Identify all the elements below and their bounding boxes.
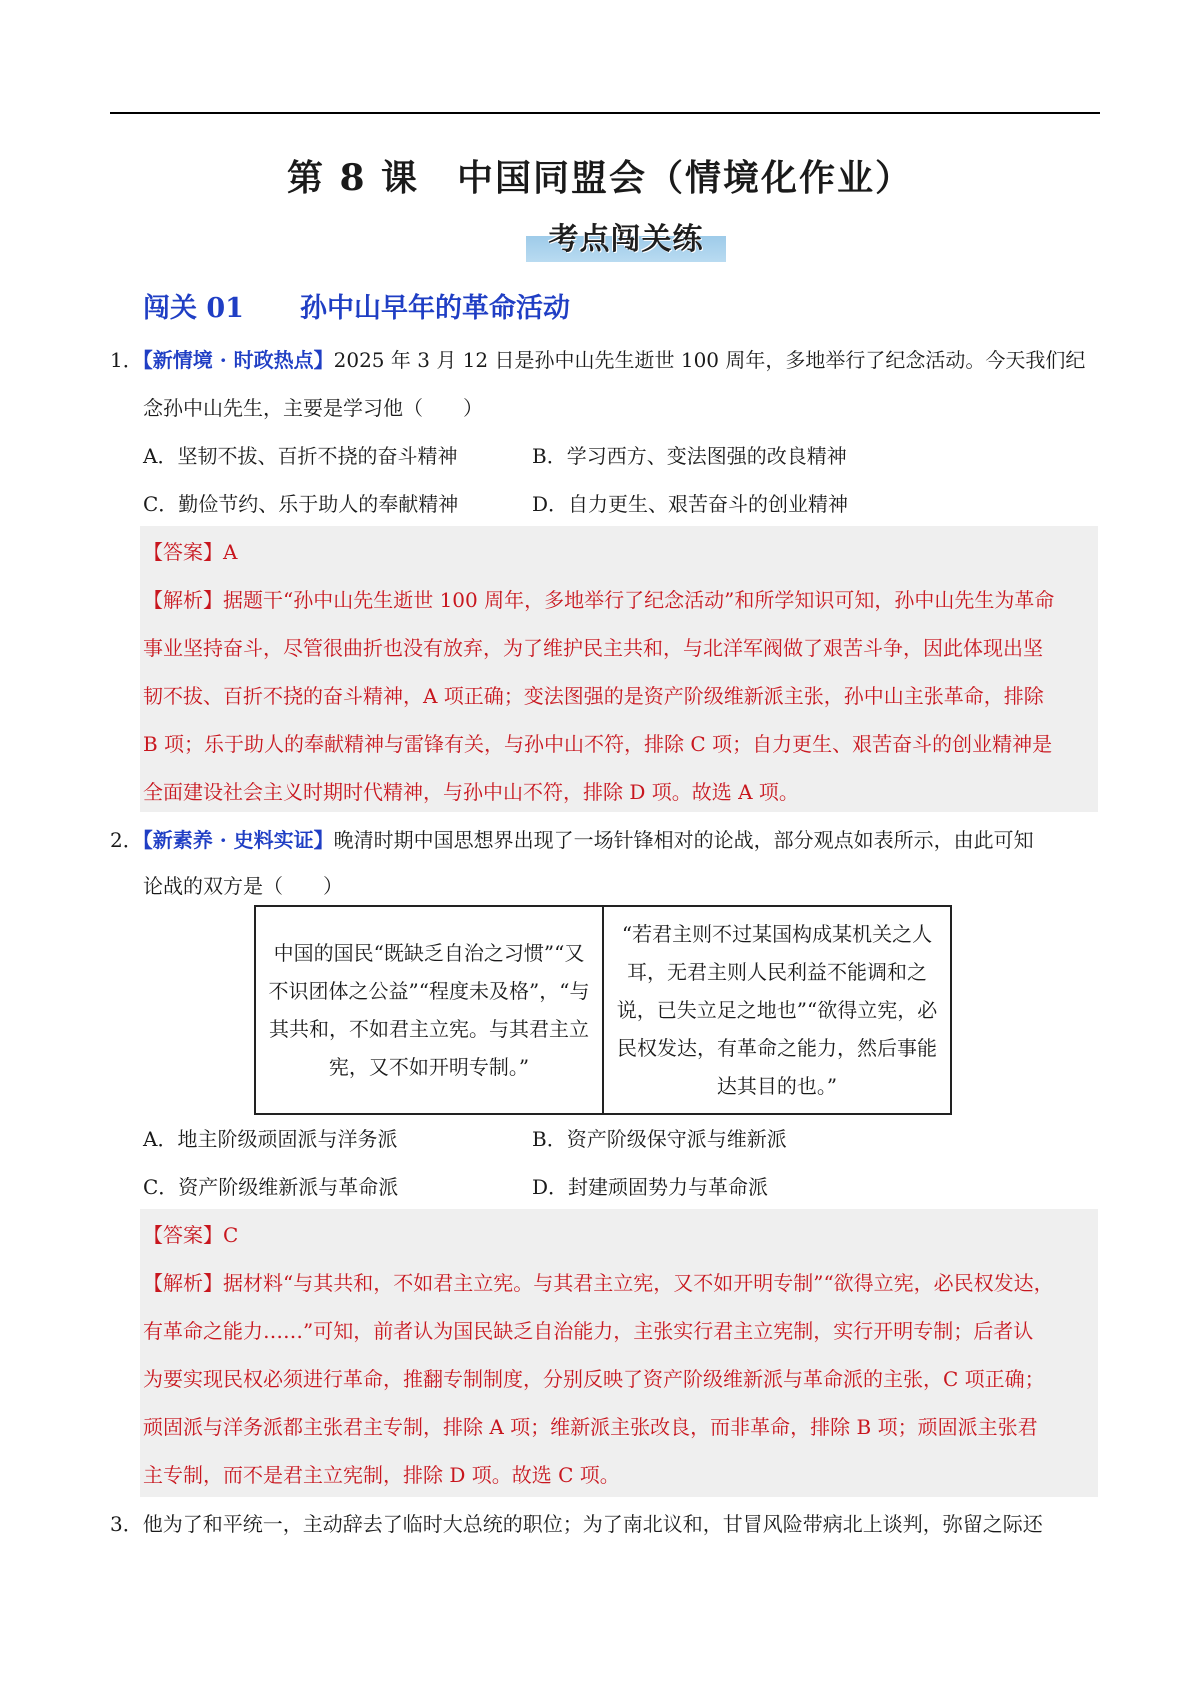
q1-number: 1． <box>110 348 143 372</box>
q2-table-left-cell: 中国的国民“既缺乏自治之习惯”“又不识团体之公益”“程度未及格”，“与其共和，不如君主立宪。与其君主立宪，又不如开明专制。” <box>255 906 603 1114</box>
top-rule <box>110 112 1100 114</box>
q1-tag: 【新情境 · 时政热点】 <box>142 348 334 372</box>
q1-analysis-line: 全面建设社会主义时期时代精神，与孙中山不符，排除 D 项。故选 A 项。 <box>143 780 799 804</box>
page-title: 第 8 课 中国同盟会（情境化作业） <box>286 157 914 199</box>
q2-stem-line2: 论战的双方是（ ） <box>143 874 343 898</box>
q2-option-b: B．资产阶级保守派与维新派 <box>532 1127 787 1151</box>
q1-option-a: A．坚韧不拔、百折不挠的奋斗精神 <box>143 444 458 468</box>
q2-answer-block <box>140 1209 1098 1497</box>
q2-number: 2． <box>110 828 143 852</box>
badge-text: 考点闯关练 <box>548 222 704 257</box>
q1-stem-line1 <box>110 346 1085 374</box>
q2-analysis-line: 有革命之能力……”可知，前者认为国民缺乏自治能力，主张实行君主立宪制，实行开明专制；后者认 <box>143 1319 1034 1343</box>
q1-option-b: B．学习西方、变法图强的改良精神 <box>532 444 847 468</box>
q3-stem-line1: 3．他为了和平统一，主动辞去了临时大总统的职位；为了南北议和，甘冒风险带病北上谈判，弥留之际还 <box>110 1512 1043 1536</box>
section-heading <box>143 286 570 325</box>
q2-analysis-line: 【解析】据材料“与其共和，不如君主立宪。与其君主立宪，又不如开明专制”“欲得立宪，必民权发达， <box>143 1271 1054 1295</box>
q1-analysis-line: 事业坚持奋斗，尽管很曲折也没有放弃，为了维护民主共和，与北洋军阀做了艰苦斗争，因此体现出坚 <box>143 636 1043 660</box>
q1-stem-line2: 念孙中山先生，主要是学习他（ ） <box>143 396 483 420</box>
q2-analysis-line: 为要实现民权必须进行革命，推翻专制制度，分别反映了资产阶级维新派与革命派的主张，C 项正确； <box>143 1367 1045 1391</box>
q1-answer-block <box>140 526 1098 812</box>
q2-stem-line1 <box>110 826 1034 854</box>
q2-stem-text: 晚清时期中国思想界出现了一场针锋相对的论战，部分观点如表所示，由此可知 <box>333 828 1034 852</box>
section-name: 孙中山早年的革命活动 <box>299 293 570 324</box>
q1-answer: 【答案】A <box>143 540 238 564</box>
q2-analysis-line: 主专制，而不是君主立宪制，排除 D 项。故选 C 项。 <box>143 1463 620 1487</box>
q2-source-table <box>254 905 952 1115</box>
q2-option-d: D．封建顽固势力与革命派 <box>532 1175 769 1199</box>
q1-option-c: C．勤俭节约、乐于助人的奉献精神 <box>143 492 459 516</box>
q1-stem-text: 2025 年 3 月 12 日是孙中山先生逝世 100 周年，多地举行了纪念活动。今天我们纪 <box>333 348 1086 372</box>
section-label: 闯关 01 <box>143 293 244 324</box>
q1-analysis-line: 韧不拔、百折不挠的奋斗精神，A 项正确；变法图强的是资产阶级维新派主张，孙中山主张革命，排除 <box>143 684 1044 708</box>
q2-tag: 【新素养 · 史料实证】 <box>142 828 334 852</box>
q2-answer: 【答案】C <box>143 1223 239 1247</box>
section-badge <box>526 214 726 264</box>
q2-analysis-line: 顽固派与洋务派都主张君主专制，排除 A 项；维新派主张改良，而非革命，排除 B 项；顽固派主张君 <box>143 1415 1038 1439</box>
q2-table-right-cell: “若君主则不过某国构成某机关之人耳，无君主则人民利益不能调和之说，已失立足之地也”“欲得立宪，必民权发达，有革命之能力，然后事能达其目的也。” <box>603 906 951 1114</box>
table-row <box>255 906 951 1114</box>
q1-option-d: D．自力更生、艰苦奋斗的创业精神 <box>532 492 849 516</box>
q2-option-a: A．地主阶级顽固派与洋务派 <box>143 1127 398 1151</box>
q1-analysis-line: 【解析】据题干“孙中山先生逝世 100 周年，多地举行了纪念活动”和所学知识可知，孙中山先生为革命 <box>143 588 1055 612</box>
q1-analysis-line: B 项；乐于助人的奉献精神与雷锋有关，与孙中山不符，排除 C 项；自力更生、艰苦奋斗的创业精神是 <box>143 732 1053 756</box>
q2-option-c: C．资产阶级维新派与革命派 <box>143 1175 399 1199</box>
